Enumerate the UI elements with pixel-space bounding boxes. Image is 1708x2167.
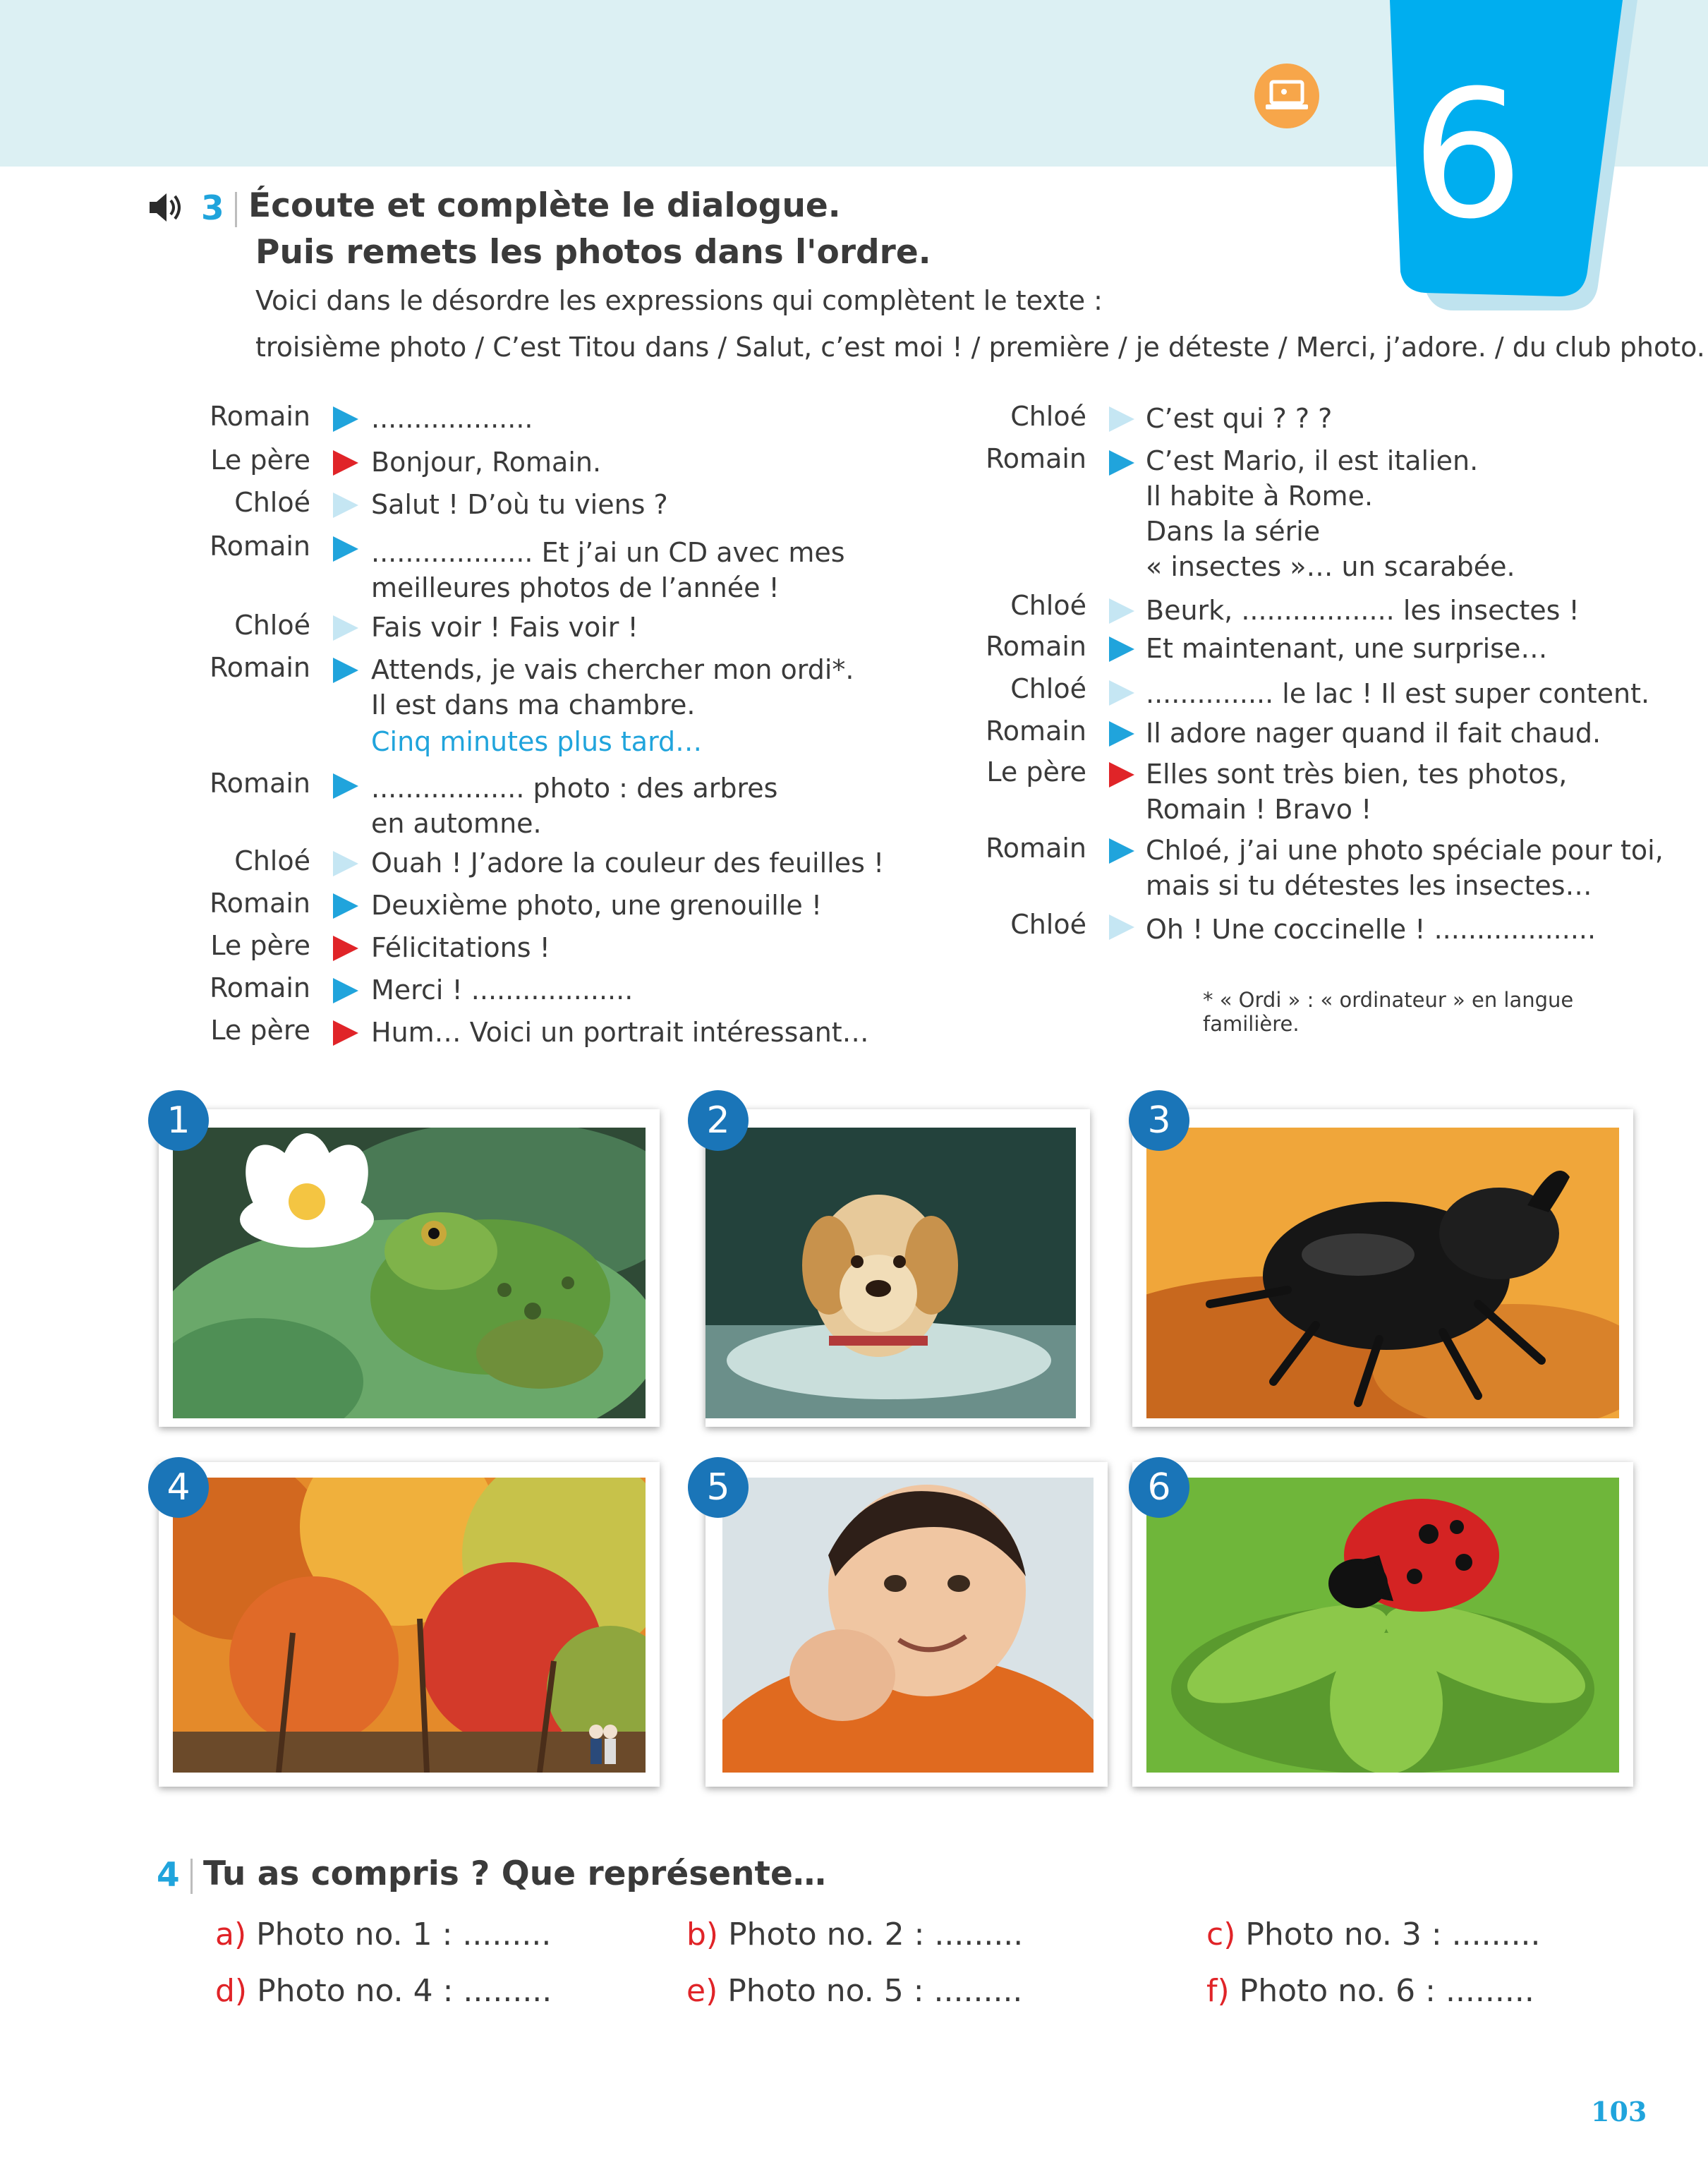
speaker: Romain [210,972,310,1003]
blue-arrow-icon [333,773,358,799]
speaker: Chloé [1010,401,1086,432]
dialogue-line: Fais voir ! Fais voir ! [371,612,638,643]
footnote: * « Ordi » : « ordinateur » en langue familière. [1203,988,1574,1036]
speaker: Romain [210,401,310,432]
blue-arrow-icon [333,893,358,919]
page-number: 103 [1591,2096,1647,2127]
photo-3-frame [1132,1109,1633,1427]
photo-1-badge: 1 [148,1090,209,1151]
question-text: Photo no. 3 : ......... [1245,1917,1541,1952]
light-arrow-icon [1109,915,1134,940]
question-b [686,1917,1023,1952]
speaker: Chloé [234,845,310,876]
question-text: Photo no. 4 : ......... [257,1973,552,2009]
dialogue-line: Attends, je vais chercher mon ordi*. [371,654,854,685]
light-arrow-icon [1109,406,1134,432]
dialogue-line: Deuxième photo, une grenouille ! [371,890,823,921]
exercise3-title-line2: Puis remets les photos dans l'ordre. [255,233,931,272]
dialogue-line: ............... le lac ! Il est super content. [1146,678,1650,709]
dialogue-line: Chloé, j’ai une photo spéciale pour toi, [1146,835,1664,866]
speaker: Chloé [1010,909,1086,940]
photo-3-beetle-image [1146,1128,1619,1418]
question-d [215,1973,552,2009]
dialogue-line: Ouah ! J’adore la couleur des feuilles ! [371,847,885,879]
blue-arrow-icon [333,978,358,1003]
stage-direction: Cinq minutes plus tard… [371,726,703,757]
speaker: Chloé [234,610,310,641]
photo-2-frame [705,1109,1090,1427]
dialogue-line: Oh ! Une coccinelle ! ................... [1146,914,1597,945]
dialogue-line: Félicitations ! [371,932,550,963]
speaker: Chloé [1010,673,1086,704]
blue-arrow-icon [1109,636,1134,662]
question-letter: b) [686,1917,719,1952]
red-arrow-icon [333,936,358,961]
question-f [1206,1973,1534,2009]
dialogue-line: Elles sont très bien, tes photos, [1146,759,1568,790]
speaker: Romain [986,631,1086,662]
speaker: Romain [210,888,310,919]
question-text: Photo no. 5 : ......... [727,1973,1023,2009]
speaker: Romain [210,531,310,562]
dialogue-line: C’est qui ? ? ? [1146,403,1333,434]
blue-arrow-icon [1109,838,1134,864]
photo-6-frame [1132,1462,1633,1787]
red-arrow-icon [333,450,358,476]
exercise3-number: 3 [201,189,224,228]
photo-3-badge: 3 [1129,1090,1189,1151]
dialogue-line: C’est Mario, il est italien. [1146,445,1479,476]
question-text: Photo no. 1 : ......... [256,1917,552,1952]
red-arrow-icon [333,1020,358,1046]
laptop-icon[interactable] [1254,64,1319,128]
question-e [686,1973,1022,2009]
photo-2-dog-image [705,1128,1076,1418]
speaker: Romain [210,768,310,799]
photo-5-boy-image [722,1478,1094,1773]
light-arrow-icon [1109,598,1134,624]
photo-2-badge: 2 [688,1090,749,1151]
dialogue-line: Romain ! Bravo ! [1146,794,1372,825]
speaker: Le père [210,930,310,961]
chapter-number: 6 [1411,52,1524,258]
speaker: Romain [986,443,1086,474]
exercise4-number: 4 [157,1856,180,1895]
dialogue-line: en automne. [371,808,542,839]
speaker: Romain [210,652,310,683]
speaker: Romain [986,716,1086,747]
dialogue-line: Beurk, .................. les insectes ! [1146,595,1580,626]
question-c [1206,1917,1541,1952]
separator [190,1859,193,1894]
question-letter: c) [1206,1917,1236,1952]
question-letter: f) [1206,1973,1230,2009]
dialogue-line: Il adore nager quand il fait chaud. [1146,718,1601,749]
expressions-list: troisième photo / C’est Titou dans / Salut, c’est moi ! / première / je déteste / Merci, j’adore. / du club photo. [255,332,1705,363]
blue-arrow-icon [1109,450,1134,476]
question-text: Photo no. 2 : ......... [728,1917,1024,1952]
exercise3-instruction: Voici dans le désordre les expressions qui complètent le texte : [255,285,1103,316]
light-arrow-icon [333,493,358,518]
question-text: Photo no. 6 : ......... [1239,1973,1534,2009]
dialogue-line: ................... Et j’ai un CD avec mes [371,537,845,568]
dialogue-line: .................. photo : des arbres [371,773,778,804]
exercise4-title: Tu as compris ? Que représente… [203,1854,826,1893]
exercise3-title-line1: Écoute et complète le dialogue. [248,186,841,225]
separator [235,192,237,227]
speaker: Chloé [1010,590,1086,621]
dialogue-line: Il habite à Rome. [1146,481,1374,512]
question-a [215,1917,551,1952]
light-arrow-icon [333,615,358,641]
dialogue-line: ................... [371,403,533,434]
speaker: Le père [986,756,1086,787]
speaker: Le père [210,445,310,476]
question-letter: d) [215,1973,248,2009]
blue-arrow-icon [1109,721,1134,747]
light-arrow-icon [1109,680,1134,706]
blue-arrow-icon [333,658,358,683]
dialogue-line: Et maintenant, une surprise… [1146,633,1548,664]
speaker: Le père [210,1015,310,1046]
question-letter: a) [215,1917,247,1952]
photo-1-frame [159,1109,660,1427]
dialogue-line: meilleures photos de l’année ! [371,572,780,603]
photo-6-badge: 6 [1129,1457,1189,1518]
dialogue-line: mais si tu détestes les insectes… [1146,870,1592,901]
dialogue-line: « insectes »… un scarabée. [1146,551,1515,582]
blue-arrow-icon [333,536,358,562]
speaker-icon[interactable] [147,188,186,227]
question-letter: e) [686,1973,718,2009]
photo-1-frog-image [173,1128,646,1418]
dialogue-line: Il est dans ma chambre. [371,689,696,720]
red-arrow-icon [1109,762,1134,787]
photo-4-frame [159,1462,660,1787]
dialogue-line: Dans la série [1146,516,1321,547]
dialogue-line: Salut ! D’où tu viens ? [371,489,668,520]
photo-5-badge: 5 [688,1457,749,1518]
speaker: Chloé [234,487,310,518]
light-arrow-icon [333,851,358,876]
dialogue-line: Merci ! ................... [371,974,634,1006]
blue-arrow-icon [333,406,358,432]
photo-4-badge: 4 [148,1457,209,1518]
photo-6-ladybug-image [1146,1478,1619,1773]
speaker: Romain [986,833,1086,864]
dialogue-line: Bonjour, Romain. [371,447,602,478]
photo-4-trees-image [173,1478,646,1773]
photo-5-frame [705,1462,1108,1787]
dialogue-line: Hum… Voici un portrait intéressant… [371,1017,869,1048]
